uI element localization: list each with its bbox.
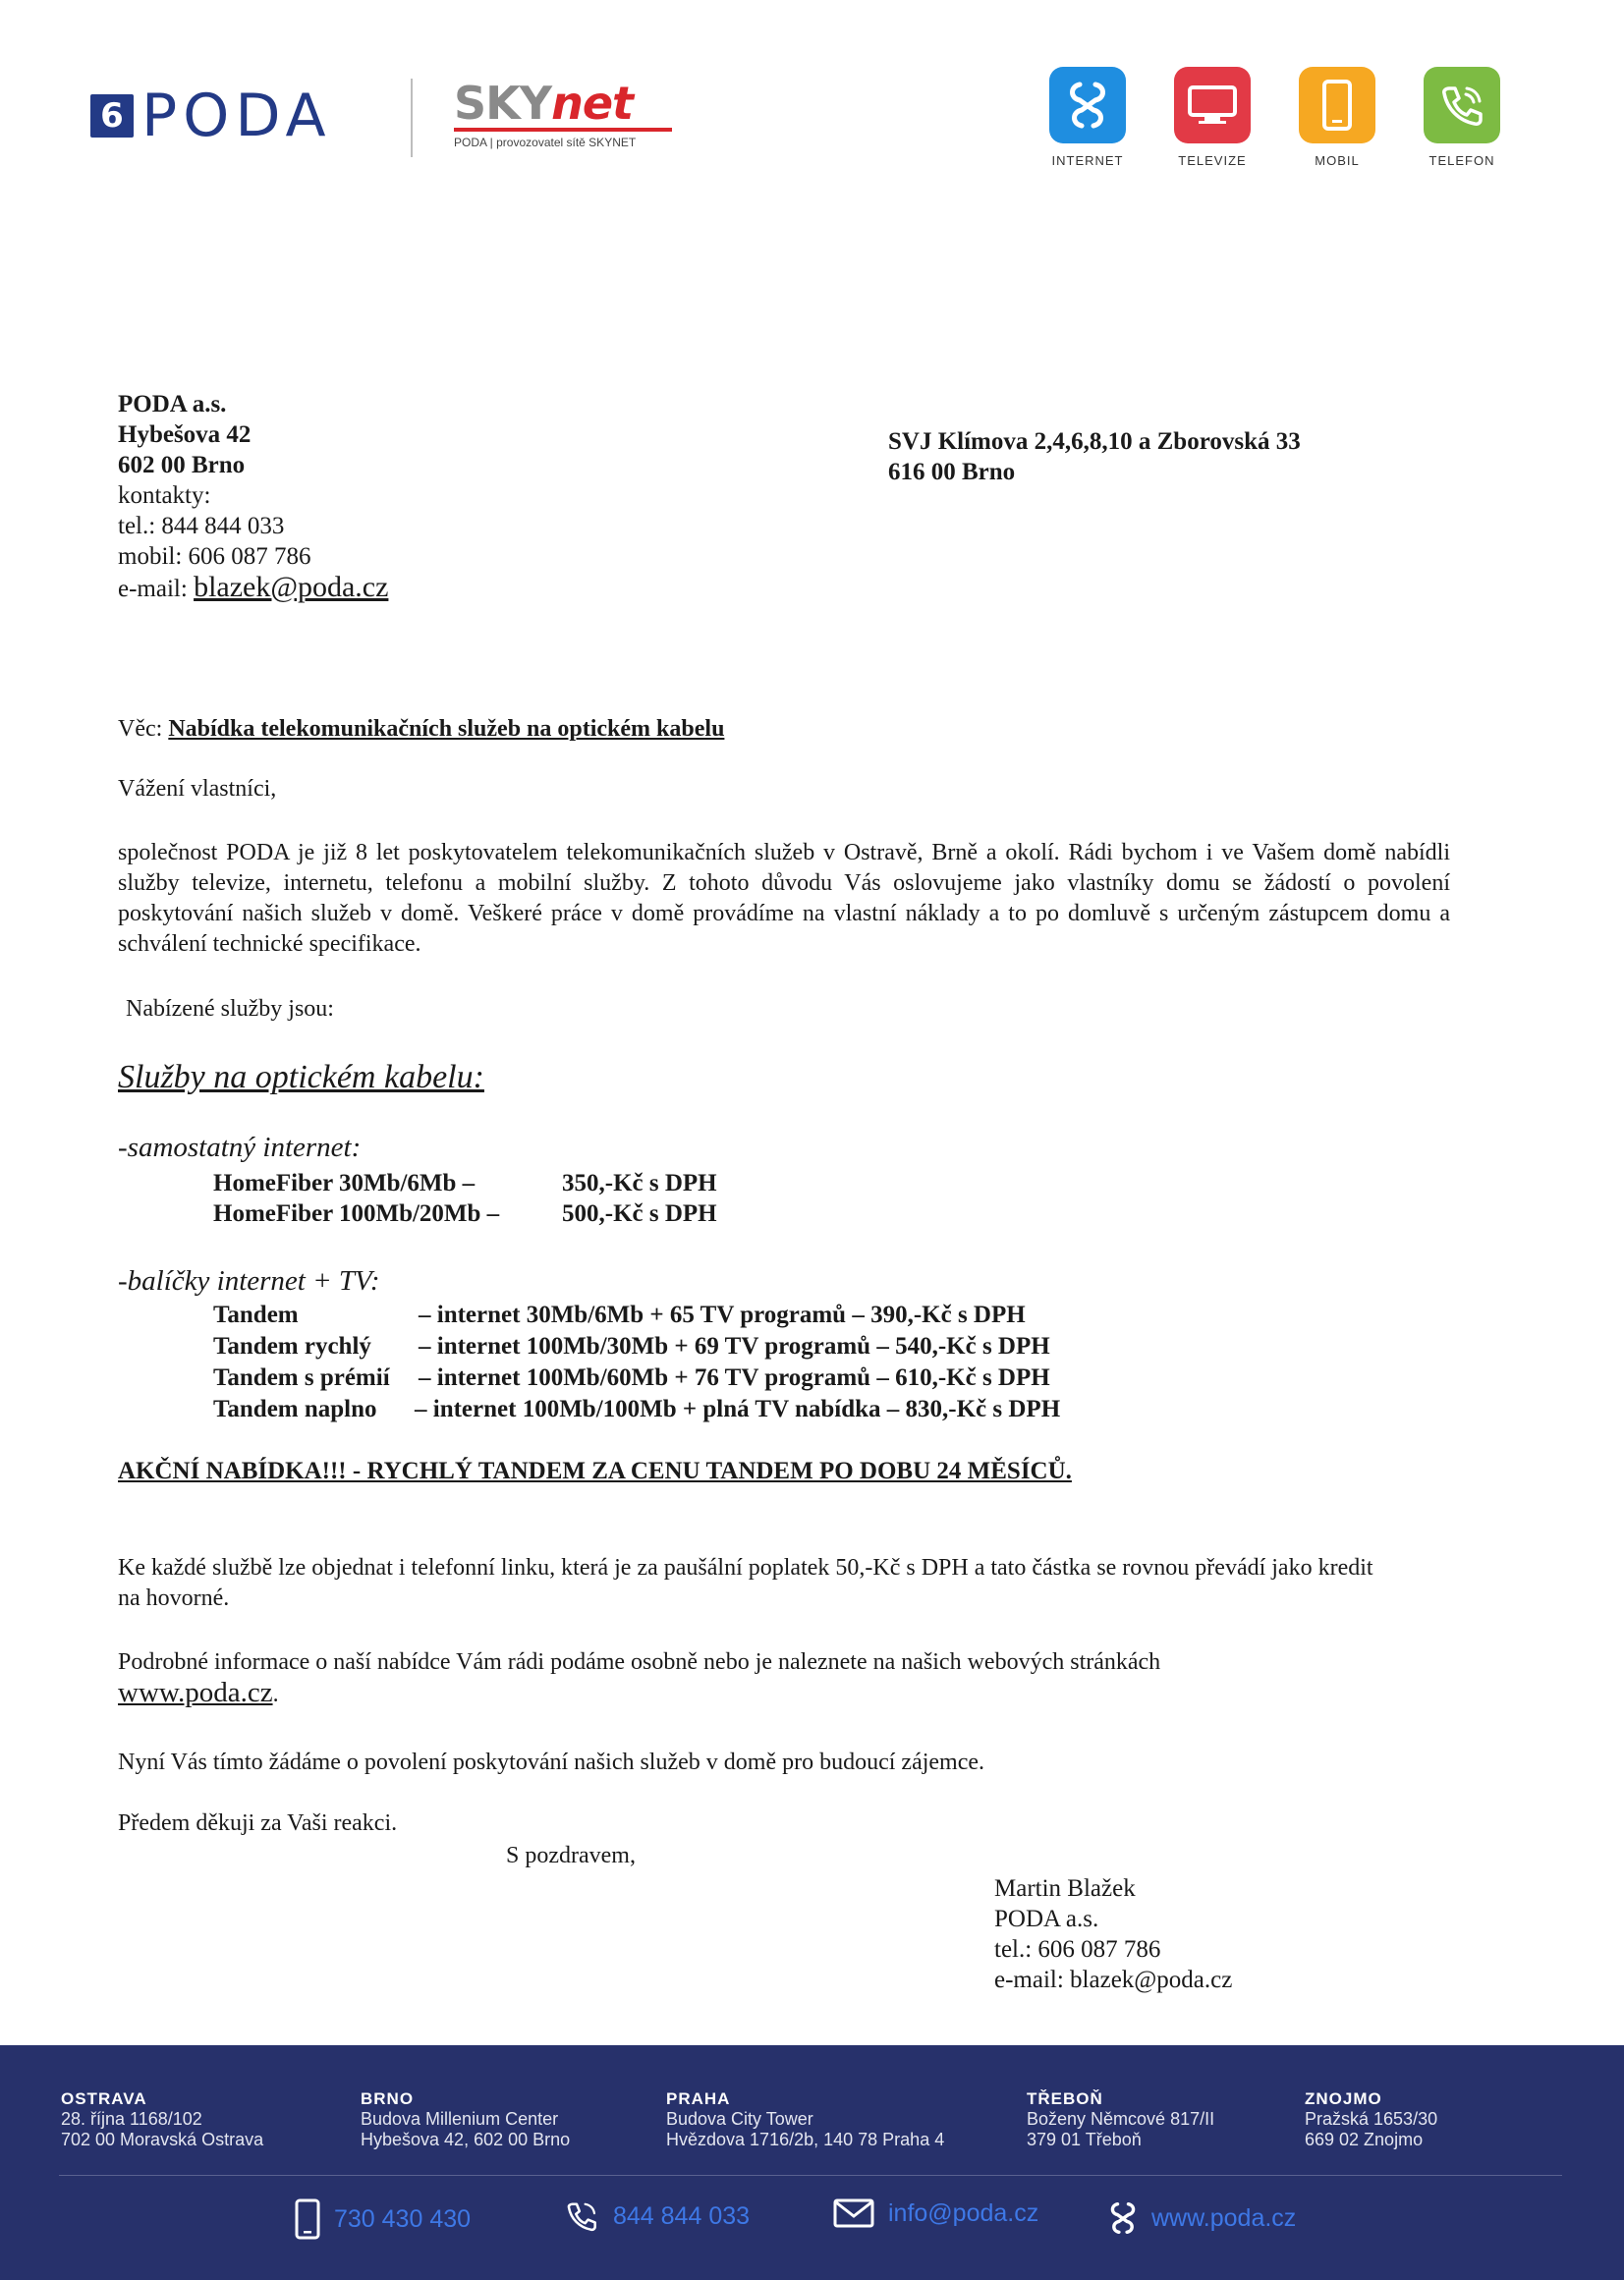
sender-contacts-label: kontakty: — [118, 482, 211, 509]
office-line1: Pražská 1653/30 — [1305, 2109, 1438, 2129]
sender-address — [118, 389, 388, 604]
service-televize — [1173, 67, 1252, 168]
footer-phone-number: 844 844 033 — [613, 2201, 751, 2230]
service-label: TELEVIZE — [1178, 153, 1247, 168]
bundle-item-name: Tandem rychlý — [213, 1333, 371, 1360]
footer-email[interactable] — [833, 2198, 1038, 2228]
sender-mobile: mobil: 606 087 786 — [118, 543, 311, 570]
internet-item-name: HomeFiber 100Mb/20Mb – — [213, 1200, 500, 1227]
service-telefon — [1423, 67, 1501, 168]
office-line1: 28. října 1168/102 — [61, 2109, 202, 2129]
sender-email-label: e-mail: — [118, 576, 188, 602]
service-label: INTERNET — [1051, 153, 1124, 168]
intro-paragraph: společnost PODA je již 8 let poskytovatelem telekomunikačních služeb v Ostravě, Brně a okolí. Rádi bychom i ve Vašem domě nabídli služby televize, internetu, telefonu a mobilní služby. Z tohoto důvodu Vás oslovujeme jako vlastníky domu se žádostí o povolení poskytování našich služeb v domě. Veškeré práce v domě provádíme na vlastní náklady a to po domluvě s určeným zástupcem domu a schválení technické specifikace. — [118, 840, 1450, 957]
website-link[interactable]: www.poda.cz — [118, 1677, 273, 1708]
subject-label: Věc: — [118, 716, 163, 742]
signature-tel: tel.: 606 087 786 — [994, 1936, 1161, 1963]
signature-email: e-mail: blazek@poda.cz — [994, 1967, 1233, 1993]
office-znojmo — [1305, 2088, 1437, 2150]
office-city: TŘEBOŇ — [1027, 2089, 1103, 2108]
special-offer: AKČNÍ NABÍDKA!!! - RYCHLÝ TANDEM ZA CENU TANDEM PO DOBU 24 MĚSÍCŮ. — [118, 1458, 1072, 1484]
info-link-end: . — [272, 1682, 279, 1707]
office-city: OSTRAVA — [61, 2089, 147, 2108]
section-title: Služby na optickém kabelu: — [118, 1059, 484, 1095]
office-city: BRNO — [361, 2089, 415, 2108]
bundle-item-name: Tandem — [213, 1302, 299, 1328]
office-city: ZNOJMO — [1305, 2089, 1382, 2108]
internet-icon — [1049, 67, 1126, 143]
tv-icon — [1174, 67, 1251, 143]
email-icon — [833, 2198, 874, 2228]
info-paragraph — [118, 1647, 1395, 1710]
mobile-icon — [295, 2198, 320, 2240]
bundle-item-desc: – internet 100Mb/100Mb + plná TV nabídka – 830,-Kč s DPH — [415, 1396, 1061, 1422]
info-text: Podrobné informace o naší nabídce Vám rádi podáme osobně nebo je naleznete na našich webových stránkách — [118, 1649, 1161, 1675]
service-mobil — [1298, 67, 1376, 168]
subject-line — [118, 714, 724, 745]
internet-icon — [1108, 2198, 1138, 2238]
poda-logo-word: PODA — [141, 82, 332, 150]
bundle-item-name: Tandem naplno — [213, 1396, 377, 1422]
skynet-tagline: PODA | provozovatel sítě SKYNET — [454, 136, 637, 149]
sender-email-link[interactable]: blazek@poda.cz — [194, 571, 389, 603]
thanks-line: Předem děkuji za Vaši reakci. — [118, 1810, 398, 1836]
office-praha — [666, 2088, 944, 2150]
logo-divider — [411, 79, 413, 157]
sender-tel: tel.: 844 844 033 — [118, 513, 285, 539]
greeting: Vážení vlastníci, — [118, 776, 277, 802]
bundle-item-desc: – internet 100Mb/60Mb + 76 TV programů – 610,-Kč s DPH — [419, 1364, 1050, 1391]
internet-item-name: HomeFiber 30Mb/6Mb – — [213, 1170, 476, 1196]
office-city: PRAHA — [666, 2089, 731, 2108]
office-line2: Hvězdova 1716/2b, 140 78 Praha 4 — [666, 2130, 945, 2149]
skynet-word-net: net — [551, 77, 634, 130]
bundle-item-desc: – internet 30Mb/6Mb + 65 TV programů – 390,-Kč s DPH — [419, 1302, 1026, 1328]
offered-services-label: Nabízené služby jsou: — [126, 996, 334, 1022]
office-line1: Boženy Němcové 817/II — [1027, 2109, 1215, 2129]
internet-item-price: 350,-Kč s DPH — [562, 1170, 717, 1196]
footer-web-address: www.poda.cz — [1151, 2203, 1297, 2232]
service-internet — [1048, 67, 1127, 168]
bundle-item-desc: – internet 100Mb/30Mb + 69 TV programů – 540,-Kč s DPH — [419, 1333, 1050, 1360]
service-label: MOBIL — [1315, 153, 1360, 168]
recipient-name: SVJ Klímova 2,4,6,8,10 a Zborovská 33 — [888, 428, 1301, 455]
signature-name: Martin Blažek — [994, 1875, 1136, 1902]
office-trebon — [1027, 2088, 1214, 2150]
mobile-icon — [1299, 67, 1375, 143]
footer-bar — [0, 2045, 1624, 2280]
office-line2: Hybešova 42, 602 00 Brno — [361, 2130, 571, 2149]
request-paragraph: Nyní Vás tímto žádáme o povolení poskytování našich služeb v domě pro budoucí zájemce. — [118, 1750, 985, 1775]
office-line2: 702 00 Moravská Ostrava — [61, 2130, 264, 2149]
footer-mobile[interactable] — [295, 2198, 471, 2240]
sender-street: Hybešova 42 — [118, 421, 252, 448]
office-line1: Budova Millenium Center — [361, 2109, 559, 2129]
poda-logo — [90, 82, 332, 150]
internet-item-price: 500,-Kč s DPH — [562, 1200, 717, 1227]
office-line1: Budova City Tower — [666, 2109, 813, 2129]
recipient-city: 616 00 Brno — [888, 459, 1016, 485]
bundle-item-name: Tandem s prémií — [213, 1364, 390, 1391]
phone-paragraph: Ke každé službě lze objednat i telefonní linku, která je za paušální poplatek 50,-Kč s DPH a tato částka se rovnou převádí jako kredit na hovorné. — [118, 1555, 1373, 1611]
skynet-word-sky: SKY — [454, 77, 552, 130]
service-label: TELEFON — [1428, 153, 1495, 168]
subject-text: Nabídka telekomunikačních služeb na optickém kabelu — [168, 716, 725, 742]
sender-city: 602 00 Brno — [118, 452, 246, 478]
footer-divider — [59, 2175, 1562, 2176]
internet-only-heading: -samostatný internet: — [118, 1132, 362, 1163]
signature-company: PODA a.s. — [994, 1906, 1099, 1932]
recipient-address — [888, 426, 1301, 487]
footer-mobile-number: 730 430 430 — [334, 2204, 472, 2233]
office-line2: 379 01 Třeboň — [1027, 2130, 1142, 2149]
office-ostrava — [61, 2088, 263, 2150]
bundles-heading: -balíčky internet + TV: — [118, 1265, 380, 1297]
office-brno — [361, 2088, 570, 2150]
signature-block — [994, 1873, 1232, 1995]
skynet-logo-word — [454, 77, 672, 130]
footer-email-address: info@poda.cz — [888, 2198, 1039, 2227]
phone-icon — [564, 2198, 599, 2234]
phone-icon — [1424, 67, 1500, 143]
office-line2: 669 02 Znojmo — [1305, 2130, 1424, 2149]
footer-web[interactable] — [1108, 2198, 1296, 2238]
sender-email-row — [118, 572, 388, 604]
skynet-logo — [454, 77, 672, 149]
closing-line: S pozdravem, — [506, 1843, 636, 1868]
sender-name: PODA a.s. — [118, 391, 227, 417]
poda-logo-mark: 6 — [90, 94, 134, 138]
footer-phone[interactable] — [564, 2198, 750, 2234]
